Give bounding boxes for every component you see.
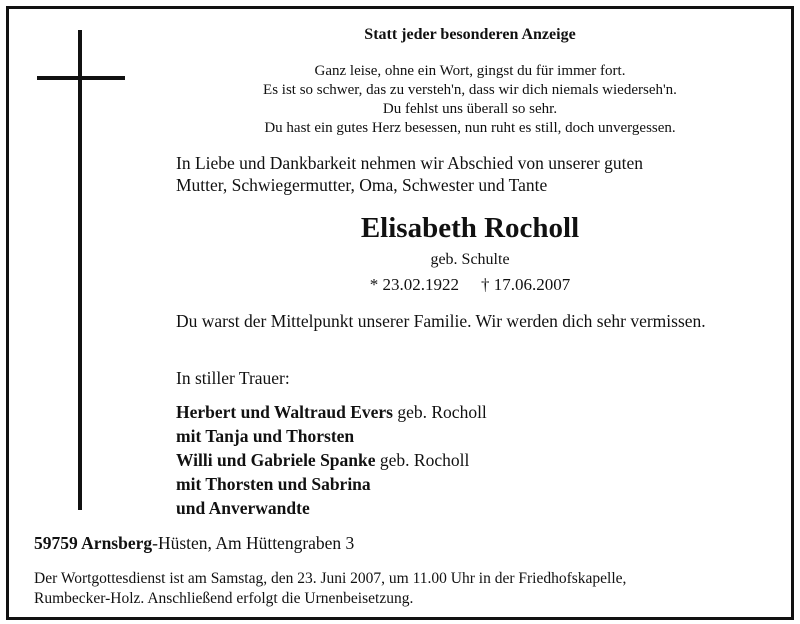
family-member: Willi und Gabriele Spanke xyxy=(176,450,376,470)
address-postal-city: 59759 Arnsberg xyxy=(34,533,153,553)
intro-line: In Liebe und Dankbarkeit nehmen wir Abschied von unserer guten xyxy=(176,153,644,173)
poem-line: Du fehlst uns überall so sehr. xyxy=(382,101,558,117)
cross-vertical-bar xyxy=(78,30,82,510)
poem xyxy=(170,62,770,138)
service-notice xyxy=(34,569,774,609)
intro-line: Mutter, Schwiegermutter, Oma, Schwester und Tante xyxy=(176,175,548,195)
deceased-name: Elisabeth Rocholl xyxy=(360,212,580,244)
cross-horizontal-bar xyxy=(37,76,125,80)
address xyxy=(34,533,354,554)
intro-text xyxy=(176,152,766,196)
family-line: mit Tanja und Thorsten xyxy=(176,426,355,446)
family-list xyxy=(176,400,766,520)
life-dates xyxy=(170,275,770,295)
poem-line: Es ist so schwer, das zu versteh'n, dass wir dich niemals wiederseh'n. xyxy=(263,82,677,98)
maiden-name: geb. Schulte xyxy=(430,251,510,268)
family-line: und Anverwandte xyxy=(176,498,310,518)
family-line xyxy=(176,400,766,424)
birth-date: * 23.02.1922 xyxy=(369,275,459,294)
family-line: mit Thorsten und Sabrina xyxy=(176,474,371,494)
family-member: Herbert und Waltraud Evers xyxy=(176,402,393,422)
mourning-label: In stiller Trauer: xyxy=(176,368,290,388)
family-member-note: geb. Rocholl xyxy=(392,402,487,422)
header-title: Statt jeder besonderen Anzeige xyxy=(364,26,576,43)
death-date: † 17.06.2007 xyxy=(481,275,571,294)
address-street: -Hüsten, Am Hüttengraben 3 xyxy=(152,533,355,553)
tribute-text: Du warst der Mittelpunkt unserer Familie. Wir werden dich sehr vermissen. xyxy=(176,311,706,331)
family-line xyxy=(176,448,766,472)
notice-line: Rumbecker-Holz. Anschließend erfolgt die Urnenbeisetzung. xyxy=(34,590,414,607)
poem-line: Ganz leise, ohne ein Wort, gingst du für immer fort. xyxy=(314,63,626,79)
notice-line: Der Wortgottesdienst ist am Samstag, den 23. Juni 2007, um 11.00 Uhr in der Friedhofskapelle, xyxy=(34,570,627,587)
family-member-note: geb. Rocholl xyxy=(375,450,470,470)
poem-line: Du hast ein gutes Herz besessen, nun ruht es still, doch unvergessen. xyxy=(264,120,676,136)
